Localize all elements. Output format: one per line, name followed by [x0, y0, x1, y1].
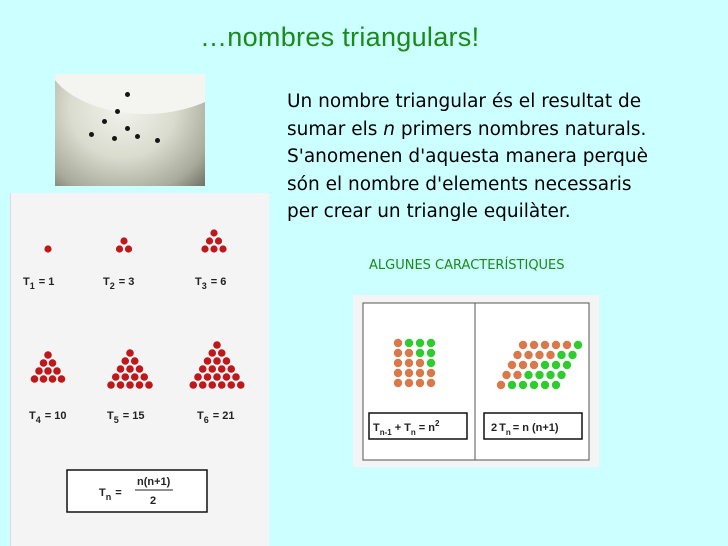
triangle-2-dot — [125, 245, 132, 252]
triangle-4-dot — [40, 359, 48, 367]
parallelogram-dot — [513, 351, 521, 359]
slide-title: …nombres triangulars! — [200, 22, 480, 52]
t1-label: $T_1 = 1$ — [23, 276, 55, 291]
square-grid-dot — [416, 369, 424, 377]
parallelogram-dot — [519, 341, 527, 349]
triangle-6-dot — [218, 365, 226, 373]
triangle-6-dot — [208, 381, 216, 389]
triangle-6-dot — [227, 381, 235, 389]
parallelogram-dot — [513, 371, 521, 379]
double-formula: 2 $T_n = n$ (n+1) — [491, 422, 559, 437]
triangle-5-dot — [136, 381, 144, 389]
square-grid-dot — [416, 359, 424, 367]
triangle-5-dot — [131, 373, 139, 381]
triangle-2-dot — [116, 245, 123, 252]
triangle-4-dot — [44, 351, 52, 359]
square-grid-dot — [394, 349, 402, 357]
formula-numerator: n(n+1) — [137, 476, 171, 488]
parallelogram-dot — [519, 381, 527, 389]
triangle-1-dot — [44, 245, 51, 252]
triangle-6-dot — [194, 373, 202, 381]
triangle-4-dot — [31, 375, 39, 383]
parallelogram-dot — [541, 361, 549, 369]
triangle-3-dot — [219, 245, 226, 252]
paragraph-line: per crear un triangle equilàter. — [287, 201, 571, 222]
sum-formula: $T_{n-1} + T_n = n^2$ — [373, 419, 440, 437]
triangular-numbers-svg — [11, 193, 269, 546]
square-grid-dot — [405, 359, 413, 367]
triangle-6-dot — [223, 373, 231, 381]
triangle-4-dot — [53, 367, 61, 375]
square-grid-dot — [405, 369, 413, 377]
triangle-5-dot — [107, 381, 115, 389]
square-grid-dot — [416, 339, 424, 347]
parallelogram-dot — [552, 361, 560, 369]
triangle-5-dot — [126, 365, 134, 373]
triangle-5-dot — [117, 381, 125, 389]
square-grid-dot — [394, 379, 402, 387]
parallelogram-dot — [552, 341, 560, 349]
paragraph-line: Un nombre triangular és el resultat de — [287, 91, 642, 112]
triangle-3-dot — [210, 245, 217, 252]
properties-figure — [353, 295, 599, 467]
square-grid-dot — [427, 369, 435, 377]
triangular-numbers-figure — [10, 193, 269, 546]
triangle-6-dot — [208, 365, 216, 373]
paragraph-line: són el nombre d'elements necessaris — [287, 173, 632, 195]
square-grid-dot — [427, 349, 435, 357]
triangle-6-dot — [213, 357, 221, 365]
triangle-6-dot — [218, 349, 226, 357]
triangle-5-dot — [126, 381, 134, 389]
parallelogram-dot — [563, 361, 571, 369]
triangle-6-dot — [218, 381, 226, 389]
square-grid-dot — [405, 349, 413, 357]
triangle-6-dot — [227, 365, 235, 373]
triangle-3-dot — [206, 237, 213, 244]
triangle-5-dot — [112, 373, 120, 381]
paragraph-line: sumar els n primers nombres naturals. — [287, 118, 647, 140]
square-grid-dot — [427, 339, 435, 347]
square-grid-dot — [405, 339, 413, 347]
triangle-3-dot — [215, 237, 222, 244]
parallelogram-dot — [519, 361, 527, 369]
parallelogram-dot — [568, 351, 576, 359]
triangle-6-dot — [199, 381, 207, 389]
triangle-6-dot — [204, 373, 212, 381]
triangle-6-dot — [232, 373, 240, 381]
triangle-6-dot — [189, 381, 197, 389]
square-grid-dot — [405, 379, 413, 387]
parallelogram-dot — [541, 341, 549, 349]
triangle-5-dot — [131, 357, 139, 365]
parallelogram-dot — [497, 381, 505, 389]
triangle-6-dot — [204, 357, 212, 365]
triangle-4-dot — [44, 367, 52, 375]
parallelogram-dot — [508, 361, 516, 369]
square-grid-dot — [394, 369, 402, 377]
triangle-4-dot — [40, 375, 48, 383]
parallelogram-dot — [546, 371, 554, 379]
triangle-6-dot — [237, 381, 245, 389]
formula-denominator: 2 — [150, 495, 157, 507]
parallelogram-dot — [530, 361, 538, 369]
triangle-4-dot — [49, 359, 57, 367]
parallelogram-dot — [535, 351, 543, 359]
parallelogram-dot — [530, 381, 538, 389]
triangle-5-dot — [136, 365, 144, 373]
triangle-5-dot — [117, 365, 125, 373]
parallelogram-dot — [557, 351, 565, 359]
properties-svg — [353, 295, 599, 467]
definition-paragraph — [287, 88, 707, 226]
triangle-5-dot — [140, 373, 148, 381]
parallelogram-dot — [524, 351, 532, 359]
triangle-4-dot — [58, 375, 66, 383]
parallelogram-dot — [530, 341, 538, 349]
triangle-6-dot — [208, 349, 216, 357]
triangle-4-dot — [35, 367, 43, 375]
t5-label: $T_5 = 15$ — [107, 410, 145, 425]
triangle-6-dot — [213, 373, 221, 381]
t2-label: $T_2 = 3$ — [103, 276, 135, 291]
parallelogram-dot — [557, 371, 565, 379]
parallelogram-dot — [502, 371, 510, 379]
triangle-2-dot — [120, 237, 127, 244]
parallelogram-dot — [541, 381, 549, 389]
parallelogram-dot — [552, 381, 560, 389]
square-grid-dot — [416, 349, 424, 357]
parallelogram-dot — [574, 341, 582, 349]
features-heading: ALGUNES CARACTERÍSTIQUES — [369, 258, 565, 273]
photo-dots-image — [55, 74, 205, 186]
triangle-5-dot — [121, 357, 129, 365]
triangle-3-dot — [210, 229, 217, 236]
triangle-6-dot — [223, 357, 231, 365]
square-grid-dot — [394, 359, 402, 367]
parallelogram-dot — [546, 351, 554, 359]
triangle-6-dot — [213, 341, 221, 349]
triangle-4-dot — [49, 375, 57, 383]
square-grid-dot — [427, 359, 435, 367]
triangle-3-dot — [201, 245, 208, 252]
triangle-5-dot — [145, 381, 153, 389]
t6-label: $T_6 = 21$ — [197, 410, 235, 425]
svg-text:Tn=: $T_n$ = — [99, 487, 122, 502]
paragraph-line: S'anomenen d'aquesta manera perquè — [287, 146, 648, 167]
square-grid-dot — [394, 339, 402, 347]
t4-label: $T_4 = 10$ — [29, 410, 67, 425]
parallelogram-dot — [508, 381, 516, 389]
square-grid-dot — [416, 379, 424, 387]
parallelogram-dot — [524, 371, 532, 379]
parallelogram-dot — [563, 341, 571, 349]
t3-label: $T_3 = 6$ — [195, 276, 227, 291]
triangle-5-dot — [121, 373, 129, 381]
triangle-6-dot — [199, 365, 207, 373]
parallelogram-dot — [535, 371, 543, 379]
square-grid-dot — [427, 379, 435, 387]
triangle-5-dot — [126, 349, 134, 357]
